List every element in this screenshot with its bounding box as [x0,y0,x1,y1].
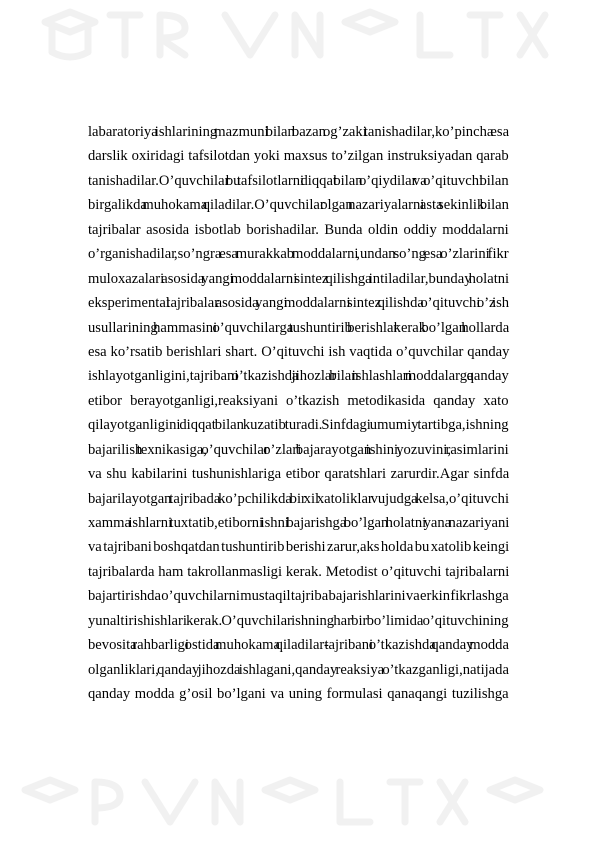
text-line: bajartirishda o’quvchilarni mustaqil tajriba bajarishlarini va erkin fikrlashga [88,588,509,605]
text-line: qanday modda g’osil bo’lgani va uning formulasi qanaqangi tuzilishga [88,686,509,703]
text-line: tajribalar asosida isbotlab borishadilar. Bunda oldin oddiy moddalarni [88,221,509,238]
text-line: xamma ishlarni tuxtatib,etiborni ishni bajarishga bo’lgan holatni yana nazariyani [88,515,510,531]
text-line: qilayotganligini diqqat bilan kuzatib turadi. Sinfdagi umumiy tartibga,ishning [88,417,509,434]
text-line: tanishadilar.O’quvchilar bu tafsilotlarni diqqat bilan o’qiydilar va o’qituvchi bilan [88,172,509,189]
text-line: labaratoriya ishlarining mazmuni bilan bazan og’zaki tanishadilar,ko’pincha esa [88,124,510,140]
text-line: bajarilayotgan tajribada ko’pchilikda bir xil xatoliklar vujudga kelsa,o’qituvchi [88,490,509,507]
text-line: o’rganishadilar ,so’ngra esa murakkab moddalarni ,undan so’ng esa o’zlarini fikr [88,246,509,263]
text-line: etibor berayotganligi,reaksiyani o’tkazish metodikasida qanday xato [88,392,509,409]
academic-watermark-icon [45,12,185,57]
text-line: yunaltirishishlari kerak. O’quvchilar ishning har bir bo’limida o’qituvchining [88,612,509,629]
text-line: bevosita rahbarligi ostida muhokama qiladilar- tajribani o’tkazishda qanday modda [88,637,509,654]
text-line: va shu kabilarini tushunishlariga etibor qaratshlari zarurdir.Agar sinfda [88,466,510,483]
text-line: eksperimental tajribalar asosida yangi moddalarni sintez qilishda o’qituvchi o’z ish [88,295,510,312]
text-line: usullarining hammasini o’quvchilarga tushuntirib berishlar kerak bo’lgan hollarda [88,319,510,336]
text-line: esa ko’rsatib berishlari shart. O’qituvchi ish vaqtida o’quvchilar qanday [88,343,510,360]
text-line: olganliklari, qanday jihozda ishlagani,qanday reaksiya o’tkazganligi,natijada [88,661,509,678]
text-line: darslik oxiridagi tafsilotdan yoki maxsus to’zilgan instruksiyadan qarab [88,148,509,165]
document-body [88,120,509,707]
text-line: ishlayotganligini,tajribani o’tkazishda jihozlar bilan ishlashlari moddalarga qanday [88,368,509,385]
text-line: muloxazalari asosida yangi moddalarni sintez qilishga intiladilar,bunday holatni [88,270,510,287]
text-line: bajarilish texnikasiga, o’quvchilar o’zlari bajarayotgan ishini, yozuvini, rasimlarini [88,441,509,458]
text-line: tajribalarda ham takrollanmasligi kerak. Metodist o’qituvchi tajribalarni [88,563,510,580]
text-line: va tajribani boshqatdan tushuntirib berishi zarur,aks holda bu xatolib keingi [88,539,510,556]
text-line: birgalikda muhokama qiladilar.O’quvchilar olgan nazariyalarni asta sekinlik bilan [88,197,509,214]
